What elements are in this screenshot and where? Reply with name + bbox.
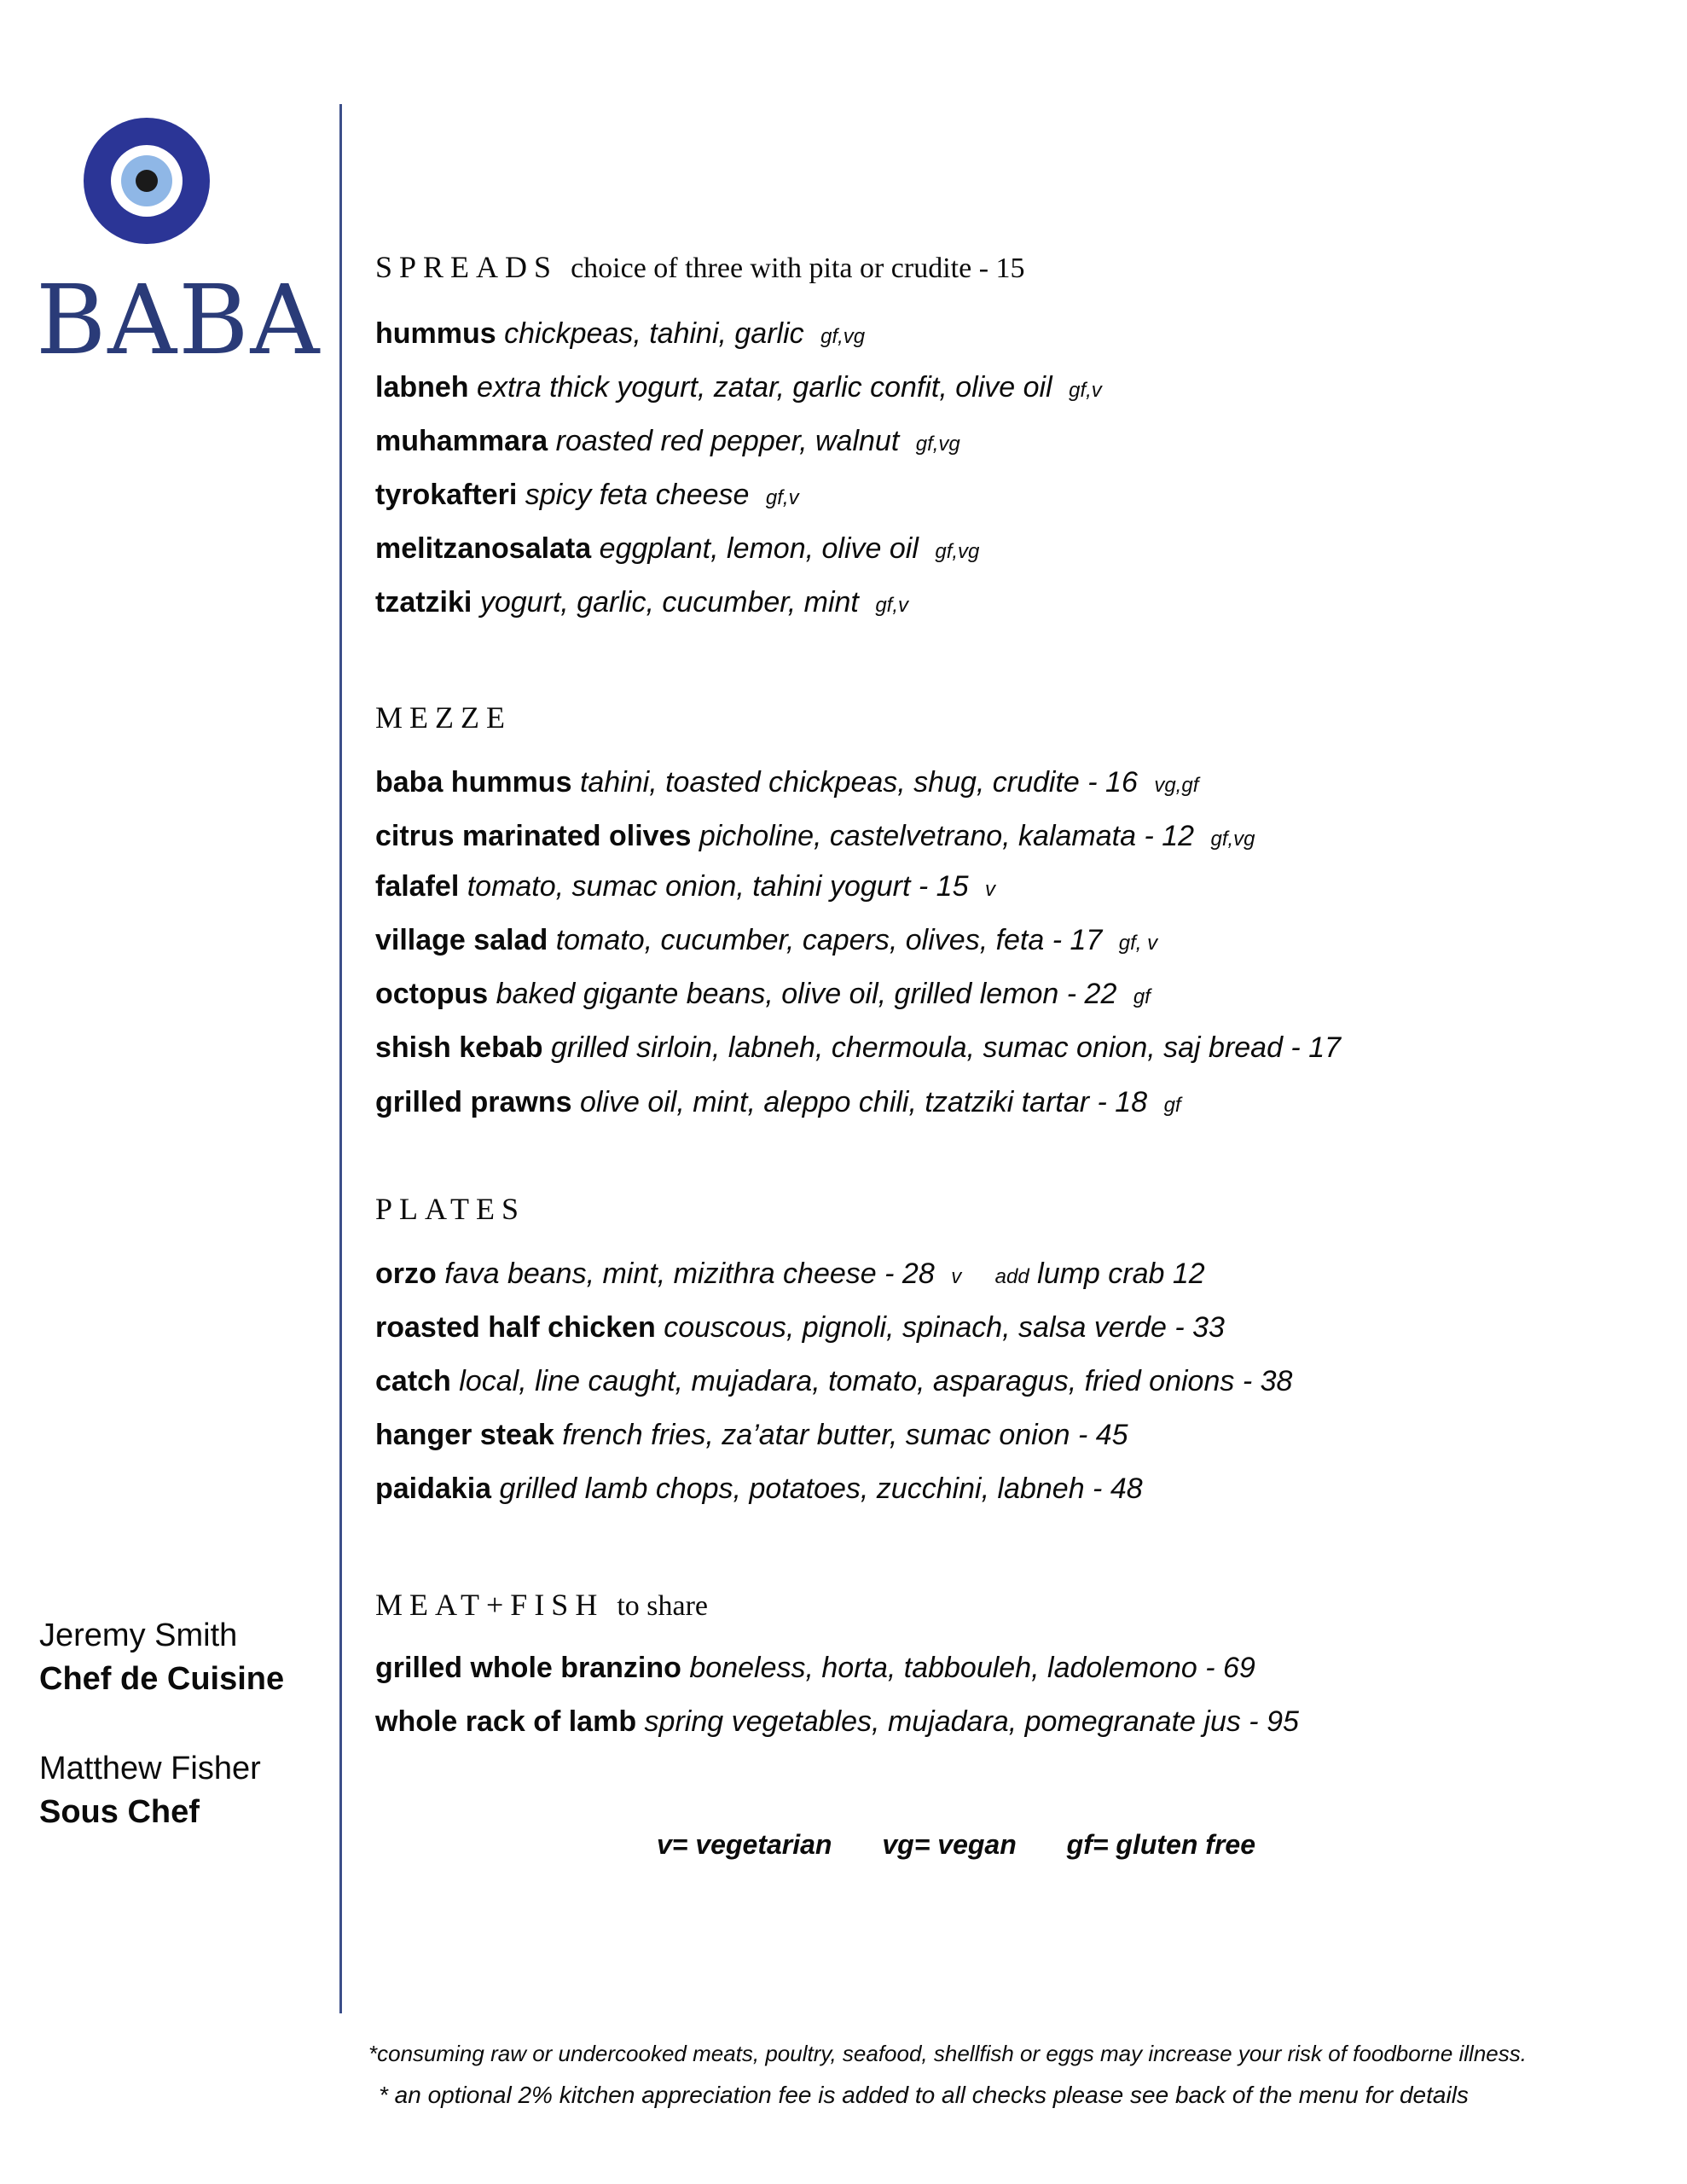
staff-sous-chef bbox=[39, 1747, 261, 1835]
legend-vegetarian: v= vegetarian bbox=[657, 1829, 832, 1860]
menu-item bbox=[375, 924, 1157, 957]
section-title: MEZZE bbox=[375, 700, 512, 735]
menu-item bbox=[375, 1705, 1299, 1739]
item-name: muhammara bbox=[375, 425, 548, 457]
diet-tag: vg,gf bbox=[1154, 774, 1199, 797]
item-description: grilled sirloin, labneh, chermoula, sumac onion, saj bread - 17 bbox=[550, 1031, 1342, 1064]
menu-item bbox=[375, 1472, 1143, 1506]
item-description: yogurt, garlic, cucumber, mint bbox=[479, 586, 859, 619]
item-description: boneless, horta, tabbouleh, ladolemono - 69 bbox=[689, 1652, 1255, 1684]
menu-item bbox=[375, 1652, 1255, 1685]
item-description: tomato, sumac onion, tahini yogurt - 15 bbox=[467, 870, 969, 903]
vertical-divider bbox=[339, 104, 342, 2013]
diet-tag: gf,v bbox=[765, 486, 799, 509]
brand-logo-text: BABA bbox=[36, 265, 322, 376]
footnote-raw-warning: *consuming raw or undercooked meats, poultry, seafood, shellfish or eggs may increase your risk of foodborne illness. bbox=[368, 2041, 1527, 2066]
menu-item bbox=[375, 1311, 1225, 1345]
menu-item bbox=[375, 1086, 1181, 1119]
item-name: grilled prawns bbox=[375, 1086, 572, 1118]
item-name: octopus bbox=[375, 978, 489, 1010]
staff-role: Chef de Cuisine bbox=[39, 1661, 285, 1698]
section-title: PLATES bbox=[375, 1192, 526, 1226]
diet-tag: gf, v bbox=[1118, 932, 1158, 955]
item-description: baked gigante beans, olive oil, grilled lemon - 22 bbox=[496, 978, 1117, 1010]
item-description: picholine, castelvetrano, kalamata - 12 bbox=[699, 820, 1195, 852]
item-name: catch bbox=[375, 1365, 451, 1397]
diet-tag: gf,v bbox=[875, 594, 909, 617]
menu-item bbox=[375, 586, 908, 619]
menu-item bbox=[375, 766, 1198, 799]
item-name: whole rack of lamb bbox=[375, 1705, 637, 1738]
item-name: citrus marinated olives bbox=[375, 820, 692, 852]
item-name: baba hummus bbox=[375, 766, 572, 799]
section-title: SPREADS bbox=[375, 250, 559, 284]
item-description: french fries, za’atar butter, sumac onion - 45 bbox=[562, 1419, 1128, 1451]
item-name: hummus bbox=[375, 317, 496, 350]
section-header-spreads bbox=[375, 249, 1025, 285]
menu-item bbox=[375, 1258, 1205, 1291]
item-name: village salad bbox=[375, 924, 548, 956]
item-name: orzo bbox=[375, 1258, 437, 1290]
diet-tag: gf,vg bbox=[915, 433, 960, 456]
menu-item bbox=[375, 978, 1151, 1011]
item-description: spring vegetables, mujadara, pomegranate jus - 95 bbox=[644, 1705, 1299, 1738]
staff-name: Jeremy Smith bbox=[39, 1618, 238, 1653]
section-title: MEAT+FISH bbox=[375, 1588, 605, 1622]
staff-name: Matthew Fisher bbox=[39, 1751, 261, 1786]
item-description: grilled lamb chops, potatoes, zucchini, labneh - 48 bbox=[499, 1472, 1143, 1505]
diet-tag: gf bbox=[1163, 1094, 1181, 1117]
legend-vegan: vg= vegan bbox=[882, 1829, 1017, 1860]
add-on-item: lump crab 12 bbox=[1037, 1258, 1205, 1290]
staff-role: Sous Chef bbox=[39, 1794, 200, 1831]
diet-tag: gf bbox=[1133, 985, 1151, 1008]
menu-item bbox=[375, 371, 1102, 404]
staff-chef-de-cuisine bbox=[39, 1614, 284, 1702]
menu-item bbox=[375, 1365, 1292, 1398]
diet-tag: gf,vg bbox=[820, 325, 866, 348]
diet-tag: gf,vg bbox=[1210, 828, 1255, 851]
section-subtitle: choice of three with pita or crudite - 15 bbox=[571, 253, 1025, 284]
item-name: grilled whole branzino bbox=[375, 1652, 681, 1684]
item-description: olive oil, mint, aleppo chili, tzatziki tartar - 18 bbox=[579, 1086, 1148, 1118]
item-name: tzatziki bbox=[375, 586, 472, 619]
item-name: falafel bbox=[375, 870, 460, 903]
section-header-mezze bbox=[375, 700, 517, 735]
item-name: paidakia bbox=[375, 1472, 492, 1505]
diet-tag: v bbox=[951, 1265, 962, 1288]
item-description: eggplant, lemon, olive oil bbox=[599, 532, 919, 565]
legend-gluten-free: gf= gluten free bbox=[1066, 1829, 1255, 1860]
item-name: shish kebab bbox=[375, 1031, 543, 1064]
diet-tag: gf,v bbox=[1069, 379, 1102, 402]
item-description: couscous, pignoli, spinach, salsa verde - 33 bbox=[664, 1311, 1225, 1344]
item-name: tyrokafteri bbox=[375, 479, 518, 511]
section-header-plates bbox=[375, 1191, 530, 1227]
menu-item bbox=[375, 532, 979, 566]
item-description: chickpeas, tahini, garlic bbox=[504, 317, 804, 350]
section-header-meat-fish bbox=[375, 1587, 708, 1623]
menu-item bbox=[375, 425, 960, 458]
item-description: extra thick yogurt, zatar, garlic confit, olive oil bbox=[477, 371, 1052, 404]
menu-item bbox=[375, 870, 995, 903]
item-name: hanger steak bbox=[375, 1419, 554, 1451]
item-description: roasted red pepper, walnut bbox=[555, 425, 900, 457]
item-description: tahini, toasted chickpeas, shug, crudite - 16 bbox=[579, 766, 1138, 799]
item-description: tomato, cucumber, capers, olives, feta - 17 bbox=[555, 924, 1103, 956]
item-name: labneh bbox=[375, 371, 469, 404]
diet-tag: gf,vg bbox=[935, 540, 980, 563]
item-name: roasted half chicken bbox=[375, 1311, 656, 1344]
menu-item bbox=[375, 1031, 1349, 1065]
evil-eye-logo-icon bbox=[82, 116, 212, 246]
menu-item bbox=[375, 317, 865, 351]
item-name: melitzanosalata bbox=[375, 532, 592, 565]
diet-tag: v bbox=[984, 878, 995, 901]
footnote-fee-note: * an optional 2% kitchen appreciation fee is added to all checks please see back of the menu for details bbox=[379, 2082, 1469, 2108]
diet-legend bbox=[657, 1829, 1298, 1861]
item-description: spicy feta cheese bbox=[525, 479, 750, 511]
add-on-label: add bbox=[994, 1265, 1029, 1288]
menu-item bbox=[375, 479, 799, 512]
menu-item bbox=[375, 1419, 1128, 1452]
item-description: local, line caught, mujadara, tomato, asparagus, fried onions - 38 bbox=[459, 1365, 1293, 1397]
item-description: fava beans, mint, mizithra cheese - 28 bbox=[444, 1258, 935, 1290]
menu-item bbox=[375, 820, 1255, 853]
section-subtitle: to share bbox=[617, 1590, 709, 1622]
